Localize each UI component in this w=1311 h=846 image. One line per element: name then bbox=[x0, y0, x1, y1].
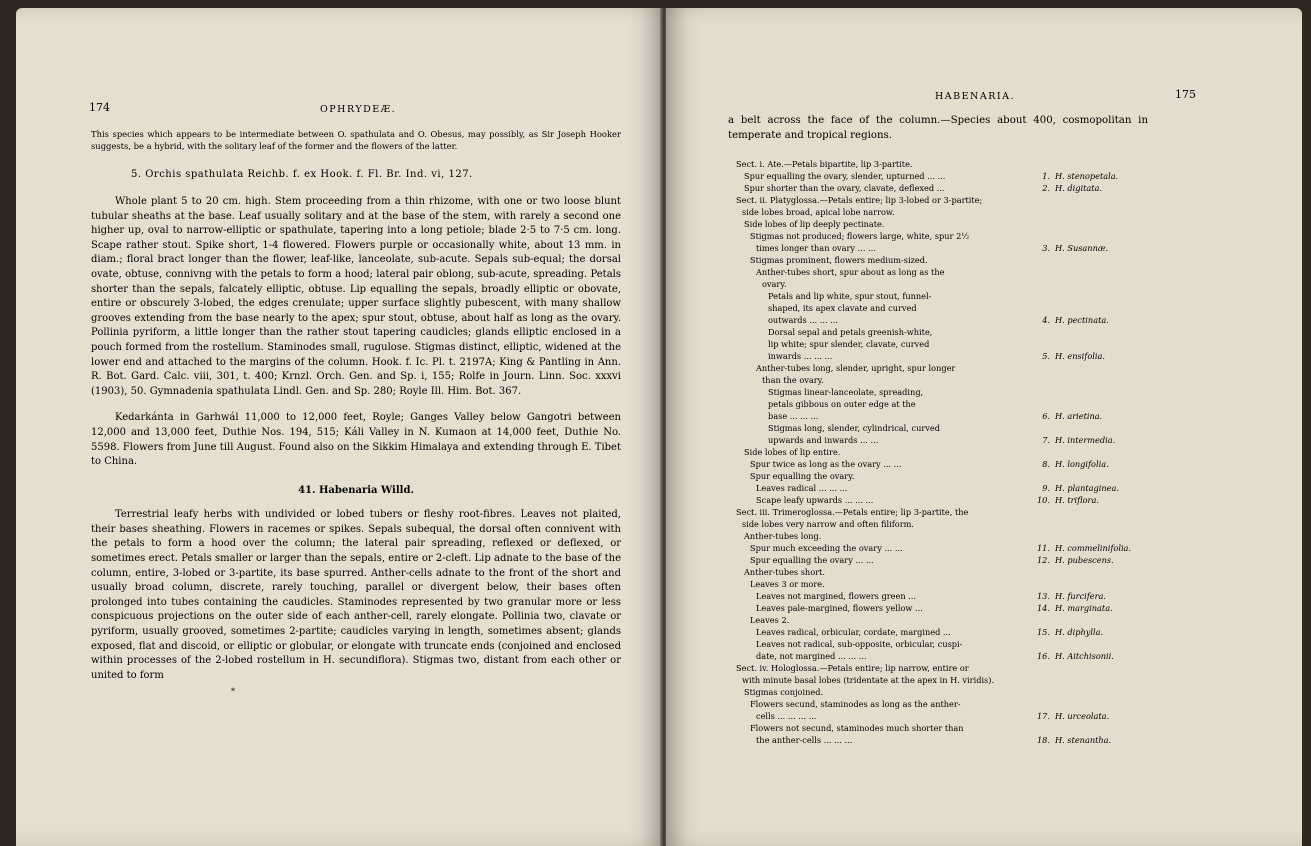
key-row-number: 18. bbox=[1036, 735, 1050, 745]
key-row bbox=[736, 290, 1216, 302]
key-row bbox=[736, 218, 1216, 230]
key-row bbox=[736, 698, 1216, 710]
species-description: Whole plant 5 to 20 cm. high. Stem proceeding from a thin rhizome, with one or two loose blunt tubular sheaths at the base. Leaf usually solitary and at the base of the stem, with rarely a second one higher up, oval to narrow-elliptic or spathulate, tapering into a long petiole; blade 2·5 to 7·5 cm. long. Scape rather stout. Spike short, 1-4 flowered. Flowers purple or occasionally white, about 13 mm. in diam.; floral bract longer than the flower, leaf-like, lanceolate, sub-acute. Sepals sub-equal; the dorsal ovate, obtuse, connivng with the petals to form a hood; lateral pair oblong, sub-acute, spreading. Petals shorter than the sepals, falcately elliptic, obtuse. Lip equalling the sepals, broadly elliptic or obovate, entire or obscurely 3-lobed, the edges crenulate; upper surface slightly pubescent, with many shallow grooves extending from the base nearly to the apex; spur stout, obtuse, about half as long as the ovary. Pollinia pyriform, a little longer than the rather stout tapering caudicles; glands elliptic enclosed in a pouch formed from the rostellum. Staminodes small, rugulose. Stigmas distinct, elliptic, widened at the lower end and attached to the margins of the column. Hook. f. Ic. Pl. t. 2197A; King & Pantling in Ann. R. Bot. Gard. Calc. viii, 301, t. 400; Krnzl. Orch. Gen. and Sp. i, 155; Rolfe in Journ. Linn. Soc. xxxvi (1903), 50. Gymnadenia spathulata Lindl. Gen. and Sp. 280; Royle Ill. Him. Bot. 367. bbox=[91, 196, 621, 397]
key-row-species: H. marginata. bbox=[1055, 603, 1113, 613]
key-row-text: date, not margined ... ... ... bbox=[756, 651, 867, 661]
key-row bbox=[736, 626, 1216, 638]
intro-paragraph: This species which appears to be intermediate between O. spathulata and O. Obesus, may possibly, as Sir Joseph Hooker suggests, be a hybrid, with the solitary leaf of the former and the flowers of the latter. bbox=[91, 129, 621, 152]
key-row bbox=[736, 254, 1216, 266]
key-row bbox=[736, 722, 1216, 734]
key-row-text: Sect. iv. Hologlossa.—Petals entire; lip narrow, entire or bbox=[736, 663, 969, 673]
key-row-species: H. intermedia. bbox=[1055, 435, 1116, 445]
key-row bbox=[736, 434, 1216, 446]
key-row-text: Petals and lip white, spur stout, funnel- bbox=[768, 291, 932, 301]
key-row-text: Spur twice as long as the ovary ... ... bbox=[750, 459, 902, 469]
key-row-text: Leaves not margined, flowers green ... bbox=[756, 591, 917, 601]
key-row-text: side lobes very narrow and often filiform. bbox=[742, 519, 914, 529]
key-row bbox=[736, 590, 1216, 602]
key-row-text: Stigmas conjoined. bbox=[744, 687, 824, 697]
species-heading: 5. Orchis spathulata Reichb. f. ex Hook. f. Fl. Br. Ind. vi, 127. bbox=[131, 169, 473, 181]
key-row bbox=[736, 662, 1216, 674]
key-row bbox=[736, 410, 1216, 422]
key-row-text: Spur equalling the ovary. bbox=[750, 471, 855, 481]
key-row-text: shaped, its apex clavate and curved bbox=[768, 303, 917, 313]
genus-heading: 41. Habenaria Willd. bbox=[298, 484, 414, 496]
key-row-text: upwards and inwards ... ... bbox=[768, 435, 879, 445]
key-row-number: 15. bbox=[1036, 627, 1050, 637]
key-row bbox=[736, 458, 1216, 470]
key-row-text: Leaves 2. bbox=[750, 615, 790, 625]
key-row-number: 5. bbox=[1042, 351, 1050, 361]
key-row-species: H. ensifolia. bbox=[1055, 351, 1105, 361]
key-row bbox=[736, 530, 1216, 542]
key-row bbox=[736, 326, 1216, 338]
key-row-text: Dorsal sepal and petals greenish-white, bbox=[768, 327, 933, 337]
key-row-text: Sect. iii. Trimeroglossa.—Petals entire; lip 3-partite, the bbox=[736, 507, 969, 517]
key-row-species: H. triflora. bbox=[1055, 495, 1099, 505]
left-page-body bbox=[91, 128, 621, 700]
key-row-number: 8. bbox=[1042, 459, 1050, 469]
key-row-species: H. stenopetala. bbox=[1055, 171, 1119, 181]
key-row-text: times longer than ovary ... ... bbox=[756, 243, 876, 253]
key-row-species: H. longifolia. bbox=[1055, 459, 1109, 469]
key-row-number: 16. bbox=[1036, 651, 1050, 661]
key-row bbox=[736, 374, 1216, 386]
key-row-species: H. diphylla. bbox=[1055, 627, 1104, 637]
key-row bbox=[736, 314, 1216, 326]
key-row-text: Scape leafy upwards ... ... ... bbox=[756, 495, 874, 505]
key-row-species: H. furcifera. bbox=[1055, 591, 1107, 601]
key-row-number: 7. bbox=[1042, 435, 1050, 445]
key-row bbox=[736, 482, 1216, 494]
key-row bbox=[736, 602, 1216, 614]
key-row-text: Sect. ii. Platyglossa.—Petals entire; lip 3-lobed or 3-partite; bbox=[736, 195, 983, 205]
key-row bbox=[736, 674, 1216, 686]
key-row bbox=[736, 494, 1216, 506]
key-row-text: inwards ... ... ... bbox=[768, 351, 833, 361]
key-row bbox=[736, 470, 1216, 482]
key-row bbox=[736, 158, 1216, 170]
key-row bbox=[736, 650, 1216, 662]
key-row-species: H. stenantha. bbox=[1055, 735, 1112, 745]
key-row bbox=[736, 554, 1216, 566]
key-row bbox=[736, 242, 1216, 254]
key-row bbox=[736, 542, 1216, 554]
key-row bbox=[736, 386, 1216, 398]
key-row-species: H. Susannæ. bbox=[1055, 243, 1109, 253]
key-row-text: cells ... ... ... ... bbox=[756, 711, 817, 721]
key-row-text: Flowers secund, staminodes as long as the anther- bbox=[750, 699, 961, 709]
key-row-text: Anther-tubes long, slender, upright, spur longer bbox=[756, 363, 956, 373]
genus-continuation: a belt across the face of the column.—Species about 400, cosmopolitan in temperate and tropical regions. bbox=[728, 115, 1148, 141]
left-page-number: 174 bbox=[89, 101, 110, 114]
key-row bbox=[736, 398, 1216, 410]
left-running-head: OPHRYDEÆ. bbox=[320, 104, 397, 115]
right-running-head: HABENARIA. bbox=[935, 91, 1016, 102]
species-distribution: Kedarkánta in Garhwál 11,000 to 12,000 feet, Royle; Ganges Valley below Gangotri between 12,000 and 13,000 feet, Duthie Nos. 194, 515; Káli Valley in N. Kumaon at 14,000 feet, Duthie No. 5598. Flowers from June till August. Found also on the Sikkim Himalaya and extending through E. Tibet to China. bbox=[91, 412, 621, 468]
key-row-number: 14. bbox=[1036, 603, 1050, 613]
key-row-text: Stigmas long, slender, cylindrical, curved bbox=[768, 423, 940, 433]
key-row-text: Spur much exceeding the ovary ... ... bbox=[750, 543, 903, 553]
key-row-text: Anther-tubes short. bbox=[744, 567, 825, 577]
key-row bbox=[736, 506, 1216, 518]
key-row bbox=[736, 566, 1216, 578]
key-row-text: ovary. bbox=[762, 279, 787, 289]
key-row-number: 3. bbox=[1042, 243, 1050, 253]
key-row-text: Spur shorter than the ovary, clavate, deflexed ... bbox=[744, 183, 945, 193]
key-row-number: 6. bbox=[1042, 411, 1050, 421]
key-row-text: the anther-cells ... ... ... bbox=[756, 735, 853, 745]
key-row-text: Side lobes of lip entire. bbox=[744, 447, 841, 457]
key-row-text: Anther-tubes short, spur about as long as the bbox=[756, 267, 945, 277]
key-row-text: petals gibbous on outer edge at the bbox=[768, 399, 916, 409]
key-row bbox=[736, 206, 1216, 218]
key-row-text: than the ovary. bbox=[762, 375, 824, 385]
species-key bbox=[736, 158, 1216, 746]
right-page-number: 175 bbox=[1175, 88, 1196, 101]
key-row bbox=[736, 710, 1216, 722]
key-row-text: Stigmas prominent, flowers medium-sized. bbox=[750, 255, 928, 265]
key-row-number: 17. bbox=[1036, 711, 1050, 721]
key-row-number: 9. bbox=[1042, 483, 1050, 493]
key-row-number: 11. bbox=[1036, 543, 1050, 553]
key-row-text: Leaves pale-margined, flowers yellow ... bbox=[756, 603, 923, 613]
key-row bbox=[736, 338, 1216, 350]
key-row-species: H. pubescens. bbox=[1055, 555, 1114, 565]
key-row bbox=[736, 230, 1216, 242]
key-row bbox=[736, 302, 1216, 314]
key-row-number: 4. bbox=[1042, 315, 1050, 325]
key-row-text: Leaves 3 or more. bbox=[750, 579, 825, 589]
key-row-text: with minute basal lobes (tridentate at the apex in H. viridis). bbox=[742, 675, 995, 685]
key-row-text: Anther-tubes long. bbox=[744, 531, 822, 541]
key-row-text: base ... ... ... bbox=[768, 411, 819, 421]
key-row bbox=[736, 350, 1216, 362]
key-row-text: Flowers not secund, staminodes much shorter than bbox=[750, 723, 964, 733]
key-row-text: Spur equalling the ovary ... ... bbox=[750, 555, 874, 565]
key-row-species: H. urceolata. bbox=[1055, 711, 1110, 721]
key-row-text: Leaves radical, orbicular, cordate, margined ... bbox=[756, 627, 951, 637]
key-row bbox=[736, 686, 1216, 698]
key-row-species: H. arietina. bbox=[1055, 411, 1103, 421]
key-row bbox=[736, 266, 1216, 278]
key-row bbox=[736, 278, 1216, 290]
key-row-text: Leaves radical ... ... ... bbox=[756, 483, 848, 493]
key-row bbox=[736, 170, 1216, 182]
key-row bbox=[736, 422, 1216, 434]
key-row bbox=[736, 182, 1216, 194]
key-row-number: 13. bbox=[1036, 591, 1050, 601]
key-row-text: Sect. i. Ate.—Petals bipartite, lip 3-partite. bbox=[736, 159, 913, 169]
key-row-text: Spur equalling the ovary, slender, upturned ... ... bbox=[744, 171, 946, 181]
key-row-text: Side lobes of lip deeply pectinate. bbox=[744, 219, 885, 229]
key-row bbox=[736, 362, 1216, 374]
key-row-species: H. commelinifolia. bbox=[1055, 543, 1132, 553]
key-row-number: 10. bbox=[1036, 495, 1050, 505]
key-row bbox=[736, 638, 1216, 650]
key-row-number: 12. bbox=[1036, 555, 1050, 565]
key-row bbox=[736, 614, 1216, 626]
key-row-number: 1. bbox=[1042, 171, 1050, 181]
footnote-mark: * bbox=[231, 687, 235, 697]
key-row bbox=[736, 446, 1216, 458]
key-row-text: side lobes broad, apical lobe narrow. bbox=[742, 207, 895, 217]
key-row bbox=[736, 518, 1216, 530]
key-row-text: Leaves not radical, sub-opposite, orbicular, cuspi- bbox=[756, 639, 963, 649]
key-row-text: Stigmas not produced; flowers large, white, spur 2½ bbox=[750, 231, 970, 241]
key-row-text: outwards ... ... ... bbox=[768, 315, 838, 325]
key-row-text: Stigmas linear-lanceolate, spreading, bbox=[768, 387, 924, 397]
key-row-species: H. digitata. bbox=[1055, 183, 1103, 193]
key-row-species: H. Aitchisonii. bbox=[1055, 651, 1114, 661]
key-row bbox=[736, 578, 1216, 590]
key-row-number: 2. bbox=[1042, 183, 1050, 193]
genus-description: Terrestrial leafy herbs with undivided or lobed tubers or fleshy root-fibres. Leaves not plaited, their bases sheathing. Flowers in racemes or spikes. Sepals subequal, the dorsal often connivent with the petals to form a hood over the column; the lateral pair spreading, reflexed or deflexed, or sometimes erect. Petals smaller or larger than the sepals, entire or 2-cleft. Lip adnate to the base of the column, entire, 3-lobed or 3-partite, its base spurred. Anther-cells adnate to the front of the short and usually broad column, discrete, rarely touching, parallel or divergent below, their bases often prolonged into tubes containing the caudicles. Staminodes represented by two granular more or less conspicuous projections on the outer side of each anther-cell, rarely elongate. Pollinia two, clavate or pyriform, usually grooved, sometimes 2-partite; caudicles varying in length, sometimes absent; glands exposed, flat and discoid, or elliptic or globular, or elongate with truncate ends (conjoined and enclosed within processes of the 2-lobed rostellum in H. secundiflora). Stigmas two, distant from each other or united to form bbox=[91, 509, 621, 681]
key-row-text: lip white; spur slender, clavate, curved bbox=[768, 339, 930, 349]
key-row bbox=[736, 734, 1216, 746]
key-row bbox=[736, 194, 1216, 206]
key-row-species: H. plantaginea. bbox=[1055, 483, 1119, 493]
key-row-species: H. pectinata. bbox=[1055, 315, 1109, 325]
